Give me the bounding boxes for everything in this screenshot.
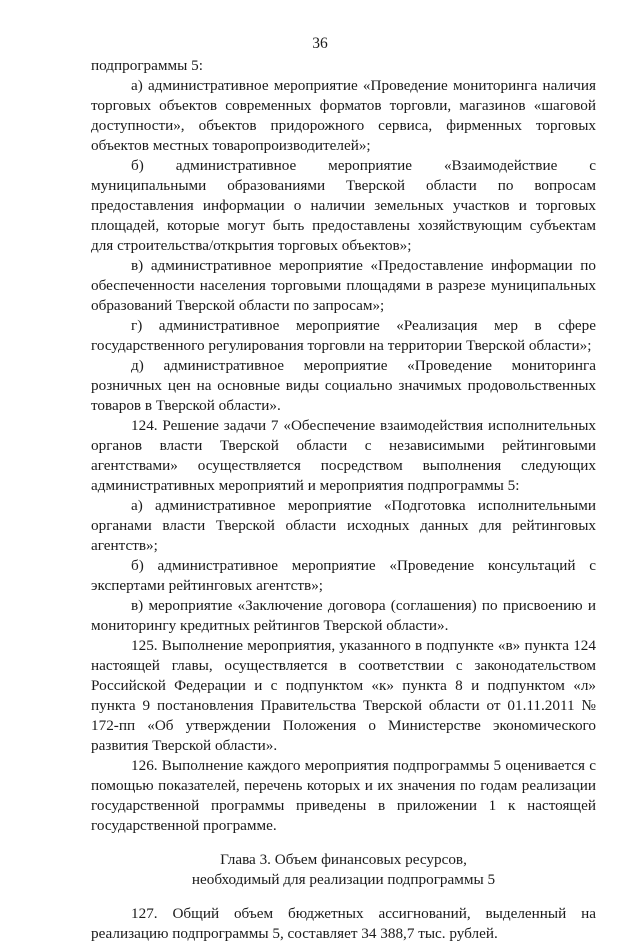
paragraph: а) административное мероприятие «Подготовка исполнительными органами власти Тверской области исходных данных для рейтинговых агентств»; bbox=[91, 497, 596, 554]
paragraph: г) административное мероприятие «Реализация мер в сфере государственного регулирования торговли на территории Тверской области»; bbox=[91, 317, 596, 354]
paragraph: подпрограммы 5: bbox=[91, 57, 203, 74]
section-before-chapter bbox=[91, 56, 596, 836]
paragraph: д) административное мероприятие «Проведение мониторинга розничных цен на основные виды социально значимых продовольственных товаров в Тверской области». bbox=[91, 357, 596, 414]
paragraph: б) административное мероприятие «Проведение консультаций с экспертами рейтинговых агентств»; bbox=[91, 557, 596, 594]
chapter-heading-line2: необходимый для реализации подпрограммы 5 bbox=[191, 871, 496, 888]
paragraph: 124. Решение задачи 7 «Обеспечение взаимодействия исполнительных органов власти Тверской области с независимыми рейтинговыми агентствами» осуществляется посредством выполнения следующих административных мероприятий и мероприятия подпрограммы 5: bbox=[91, 417, 596, 494]
document-body bbox=[91, 56, 596, 944]
paragraph: 127. Общий объем бюджетных ассигнований, выделенный на реализацию подпрограммы 5, составляет 34 388,7 тыс. рублей. bbox=[91, 905, 596, 942]
paragraph: б) административное мероприятие «Взаимодействие с муниципальными образованиями Тверской области по вопросам предоставления информации о наличии земельных участков и торговых площадей, которые могут быть предоставлены хозяйствующим субъектам для строительства/открытия торговых объектов»; bbox=[91, 157, 596, 254]
chapter-heading-line1: Глава 3. Объем финансовых ресурсов, bbox=[220, 851, 467, 868]
section-after-chapter bbox=[91, 904, 596, 944]
page-number: 36 bbox=[312, 35, 328, 52]
chapter-heading bbox=[91, 850, 596, 890]
paragraph: 126. Выполнение каждого мероприятия подпрограммы 5 оценивается с помощью показателей, перечень которых и их значения по годам реализации государственной программы приведены в приложении 1 к настоящей государственной программе. bbox=[91, 757, 596, 834]
paragraph: 125. Выполнение мероприятия, указанного в подпункте «в» пункта 124 настоящей главы, осуществляется в соответствии с законодательством Российской Федерации и с подпунктом «к» пункта 8 и подпунктом «л» пункта 9 постановления Правительства Тверской области от 01.11.2011 № 172-пп «Об утверждении Положения о Министерстве экономического развития Тверской области». bbox=[91, 637, 596, 754]
paragraph: в) административное мероприятие «Предоставление информации по обеспеченности населения торговыми площадями в разрезе муниципальных образований Тверской области по запросам»; bbox=[91, 257, 596, 314]
paragraph: в) мероприятие «Заключение договора (соглашения) по присвоению и мониторингу кредитных рейтингов Тверской области». bbox=[91, 597, 596, 634]
paragraph: а) административное мероприятие «Проведение мониторинга наличия торговых объектов современных форматов торговли, магазинов «шаговой доступности», объектов придорожного сервиса, фирменных торговых объектов местных товаропроизводителей»; bbox=[91, 77, 596, 154]
